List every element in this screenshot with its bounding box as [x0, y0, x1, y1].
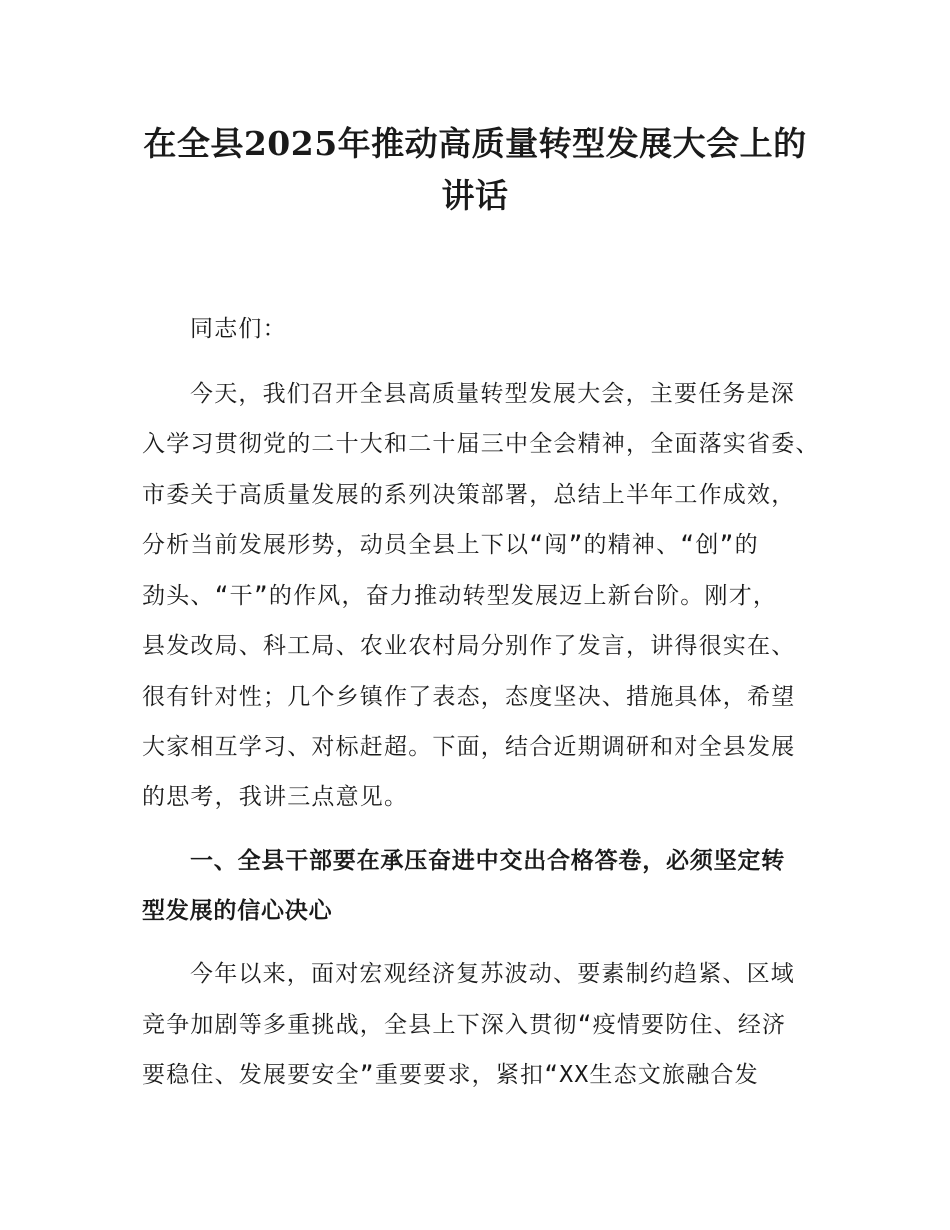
paragraph-1-line: 入学习贯彻党的二十大和二十届三中全会精神，全面落实省委、: [142, 431, 820, 457]
paragraph-2-line: 今年以来，面对宏观经济复苏波动、要素制约趋紧、区域: [190, 961, 795, 987]
paragraph-2-line: 竞争加剧等多重挑战，全县上下深入贯彻“疫情要防住、经济: [142, 1012, 787, 1038]
paragraph-1-line: 市委关于高质量发展的系列决策部署，总结上半年工作成效，: [142, 482, 796, 508]
section-heading-1-line: 型发展的信心决心: [142, 898, 333, 924]
section-heading-1-line: 一、全县干部要在承压奋进中交出合格答卷，必须坚定转: [190, 848, 785, 874]
paragraph-1-line: 县发改局、科工局、农业农村局分别作了发言，讲得很实在、: [142, 633, 796, 659]
paragraph-1-line: 很有针对性；几个乡镇作了表态，态度坚决、措施具体，希望: [142, 684, 796, 710]
document-title-line-2: 讲话: [441, 176, 509, 215]
paragraph-2-line: 要稳住、发展要安全”重要要求，紧扣“XX生态文旅融合发: [142, 1062, 759, 1088]
paragraph-1-line: 大家相互学习、对标赶超。下面，结合近期调研和对全县发展: [142, 734, 796, 760]
document-title-line-1: 在全县2025年推动高质量转型发展大会上的: [143, 124, 807, 163]
paragraph-1-line: 劲头、“干”的作风，奋力推动转型发展迈上新台阶。刚才，: [142, 583, 778, 609]
paragraph-1-line: 今天，我们召开全县高质量转型发展大会，主要任务是深: [190, 381, 795, 407]
salutation: 同志们：: [190, 316, 287, 342]
paragraph-1-line: 分析当前发展形势，动员全县上下以“闯”的精神、“创”的: [142, 532, 759, 558]
paragraph-1-line: 的思考，我讲三点意见。: [142, 784, 409, 810]
